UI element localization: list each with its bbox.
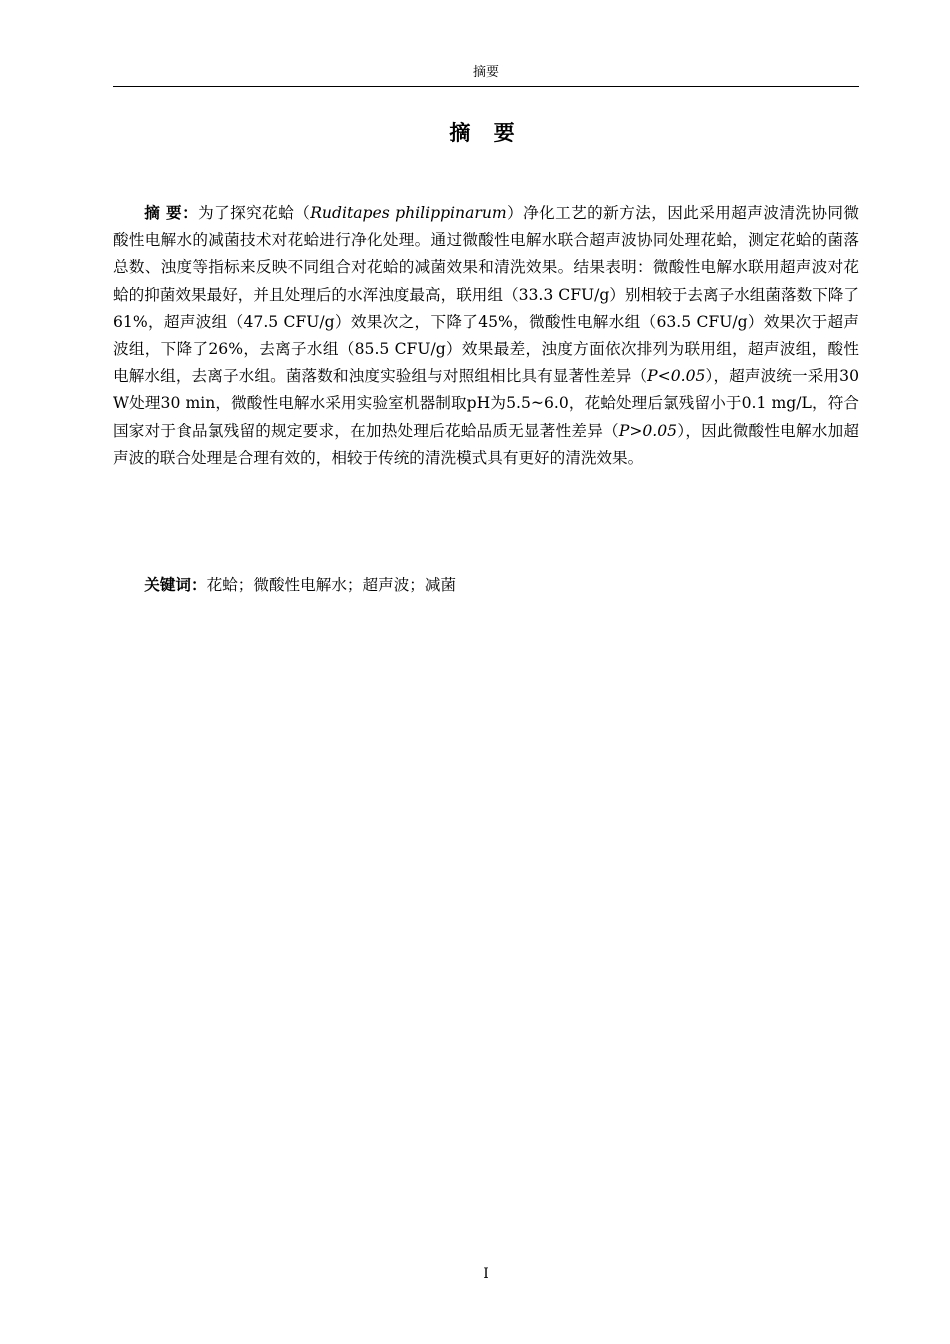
keywords-value: 花蛤；微酸性电解水；超声波；减菌 bbox=[206, 576, 457, 594]
abstract-paragraph bbox=[113, 200, 859, 472]
abstract-label: 摘 要： bbox=[144, 204, 199, 222]
keywords-label: 关键词： bbox=[144, 576, 207, 594]
header-rule bbox=[113, 86, 859, 87]
species-name: Ruditapes philippinarum bbox=[310, 204, 507, 222]
abstract-text-3: ），超声波统一采用30 W处理30 min，微酸性电解水采用实验室机器制取pH为5.5~6.0，花蛤处理后氯残留小于0.1 mg/L，符合国家对于食品氯残留的规定要求，在加热处理后花蛤品质无显著性差异（ bbox=[113, 367, 859, 440]
keywords-line bbox=[113, 572, 859, 599]
abstract-text-1: 为了探究花蛤（ bbox=[198, 204, 311, 222]
running-header: 摘要 bbox=[472, 65, 499, 80]
abstract-text-4: ），因此微酸性电解水加超声波的联合处理是合理有效的，相较于传统的清洗模式具有更好的清洗效果。 bbox=[113, 421, 859, 467]
p-value-nonsignificant: P>0.05 bbox=[618, 421, 678, 440]
page-title: 摘 要 bbox=[449, 121, 523, 145]
p-value-significant: P<0.05 bbox=[647, 367, 706, 386]
page-number: I bbox=[483, 1266, 489, 1282]
abstract-text-2: ）净化工艺的新方法，因此采用超声波清洗协同微酸性电解水的减菌技术对花蛤进行净化处理。通过微酸性电解水联合超声波协同处理花蛤，测定花蛤的菌落总数、浊度等指标来反映不同组合对花蛤的减菌效果和清洗效果。结果表明：微酸性电解水联用超声波对花蛤的抑菌效果最好，并且处理后的水浑浊度最高，联用组（33.3 CFU/g）别相较于去离子水组菌落数下降了61%，超声波组（47.5 CFU/g）效果次之，下降了45%，微酸性电解水组（63.5 CFU/g）效果次于超声波组，下降了26%，去离子水组（85.5 CFU/g）效果最差，浊度方面依次排列为联用组，超声波组，酸性电解水组，去离子水组。菌落数和浊度实验组与对照组相比具有显著性差异（ bbox=[113, 204, 859, 386]
